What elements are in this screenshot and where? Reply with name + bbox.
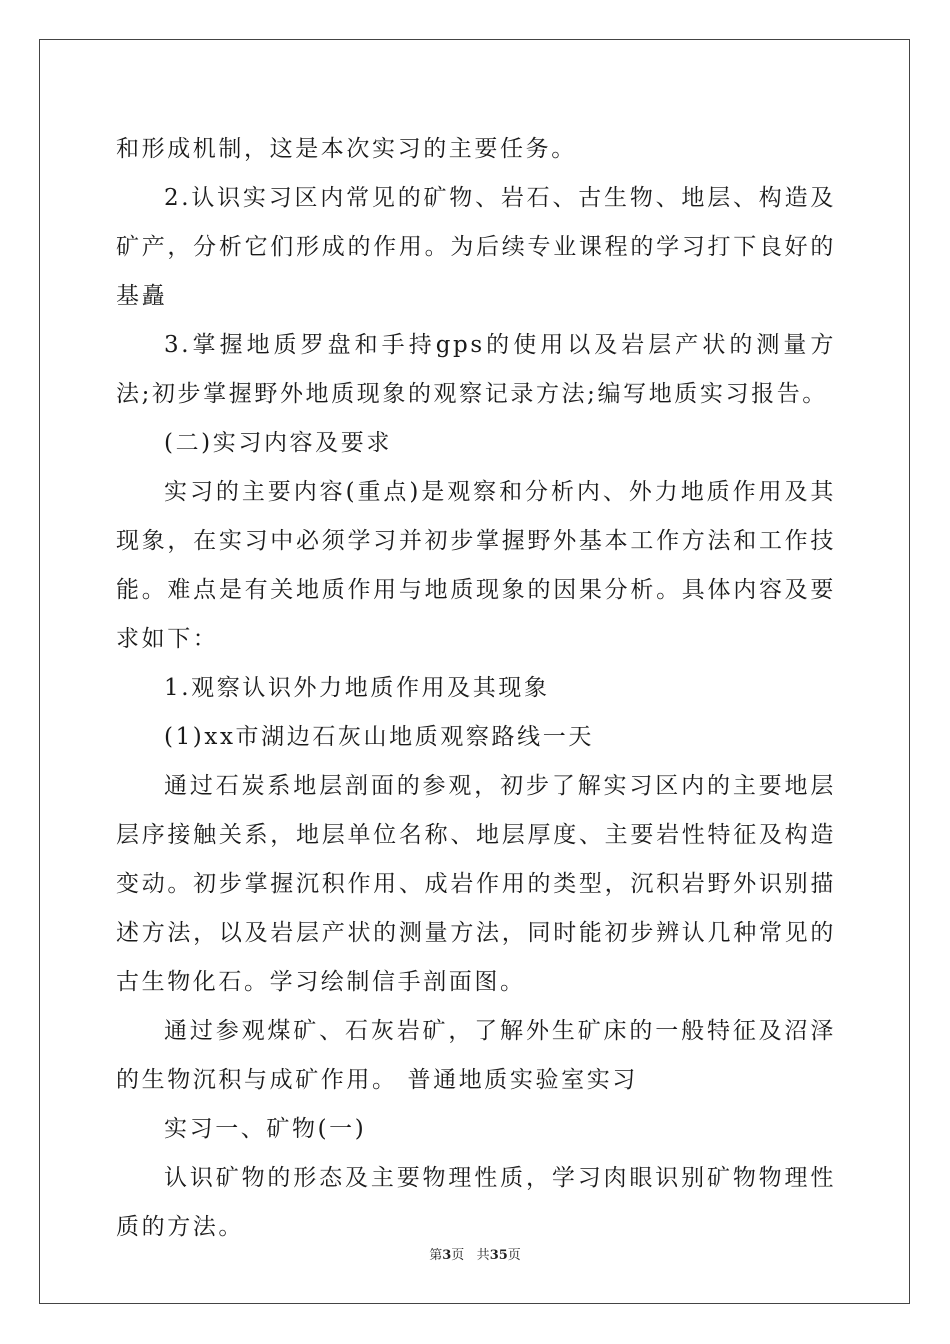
document-body <box>116 125 836 1252</box>
footer-page-suffix: 页 <box>451 1248 465 1263</box>
subheading-lab-1: 实习一、矿物(一) <box>164 1116 367 1142</box>
paragraph-9: 通过参观煤矿、石灰岩矿，了解外生矿床的一般特征及沼泽的生物沉积与成矿作用。 普通地质实验室实习 <box>116 1018 836 1093</box>
section-heading: (二)实习内容及要求 <box>164 430 392 456</box>
footer-total-pages: 35 <box>489 1248 508 1263</box>
paragraph-11: 认识矿物的形态及主要物理性质，学习肉眼识别矿物物理性质的方法。 <box>116 1165 836 1240</box>
subheading-route: (1)xx市湖边石灰山地质观察路线一天 <box>164 724 594 750</box>
paragraph-2: 2.认识实习区内常见的矿物、岩石、古生物、地层、构造及矿产，分析它们形成的作用。为后续专业课程的学习打下良好的基矗 <box>116 185 836 309</box>
paragraph-3: 3.掌握地质罗盘和手持gps的使用以及岩层产状的测量方法;初步掌握野外地质现象的观察记录方法;编写地质实习报告。 <box>116 332 836 407</box>
footer-total-prefix: 共 <box>476 1248 490 1263</box>
footer-page-number: 3 <box>442 1248 452 1263</box>
subheading-1: 1.观察认识外力地质作用及其现象 <box>164 675 550 701</box>
paragraph-5: 实习的主要内容(重点)是观察和分析内、外力地质作用及其现象，在实习中必须学习并初步掌握野外基本工作方法和工作技能。难点是有关地质作用与地质现象的因果分析。具体内容及要求如下： <box>116 479 836 652</box>
page-footer <box>0 1244 950 1263</box>
paragraph-1: 和形成机制，这是本次实习的主要任务。 <box>116 136 577 162</box>
paragraph-8: 通过石炭系地层剖面的参观，初步了解实习区内的主要地层层序接触关系，地层单位名称、地层厚度、主要岩性特征及构造变动。初步掌握沉积作用、成岩作用的类型，沉积岩野外识别描述方法，以及岩层产状的测量方法，同时能初步辨认几种常见的古生物化石。学习绘制信手剖面图。 <box>116 773 836 995</box>
footer-prefix: 第 <box>429 1248 443 1263</box>
footer-total-suffix: 页 <box>507 1248 521 1263</box>
